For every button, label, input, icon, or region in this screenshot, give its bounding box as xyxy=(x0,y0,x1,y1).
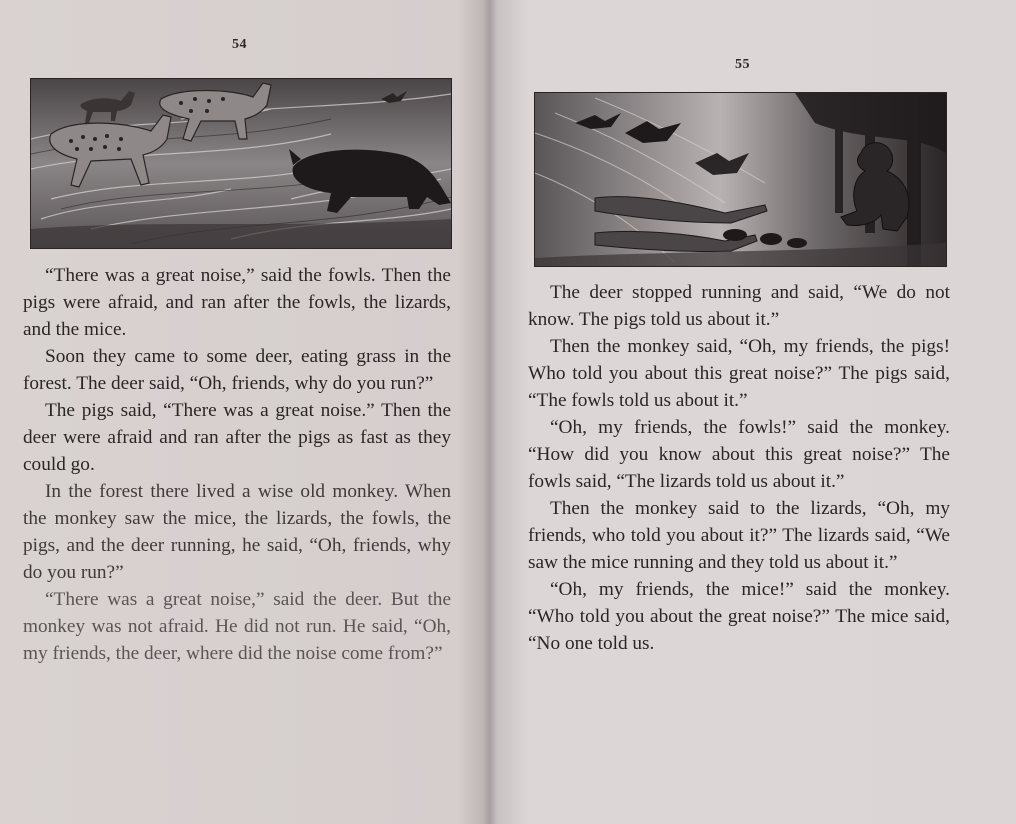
paragraph: “There was a great noise,” said the fowls. Then the pigs were afraid, and ran after the fowls, the lizards, and the mice. xyxy=(23,265,451,340)
paragraph: “Oh, my friends, the mice!” said the monkey. “Who told you about the great noise?” The mice said, “No one told us. xyxy=(528,579,950,654)
left-page-number: 54 xyxy=(232,37,247,52)
paragraph: The deer stopped running and said, “We do not know. The pigs told us about it.” xyxy=(528,282,950,330)
left-page xyxy=(0,0,476,824)
right-page-illustration xyxy=(534,92,947,267)
paragraph: In the forest there lived a wise old monkey. When the monkey saw the mice, the lizards, the fowls, the pigs, and the deer running, he said, “Oh, friends, why do you run?” xyxy=(23,481,451,583)
left-page-illustration xyxy=(30,78,452,249)
right-page-text xyxy=(528,279,950,657)
right-page xyxy=(492,0,1016,824)
paragraph: “There was a great noise,” said the deer. But the monkey was not afraid. He did not run. He said, “Oh, my friends, the deer, where did the noise come from?” xyxy=(23,589,451,664)
paragraph: Soon they came to some deer, eating grass in the forest. The deer said, “Oh, friends, why do you run?” xyxy=(23,346,451,394)
paragraph: “Oh, my friends, the fowls!” said the monkey. “How did you know about this great noise?” The fowls said, “The lizards told us about it.” xyxy=(528,417,950,492)
monkey-and-fleeing-animals-engraving xyxy=(535,93,946,266)
right-page-number: 55 xyxy=(735,57,750,72)
left-page-text xyxy=(23,262,451,667)
paragraph: The pigs said, “There was a great noise.” Then the deer were afraid and ran after the pigs as fast as they could go. xyxy=(23,400,451,475)
deer-and-boar-engraving xyxy=(31,79,451,248)
paragraph: Then the monkey said to the lizards, “Oh, my friends, who told you about it?” The lizards said, “We saw the mice running and they told us about it.” xyxy=(528,498,950,573)
paragraph: Then the monkey said, “Oh, my friends, the pigs! Who told you about this great noise?” The pigs said, “The fowls told us about it.” xyxy=(528,336,950,411)
